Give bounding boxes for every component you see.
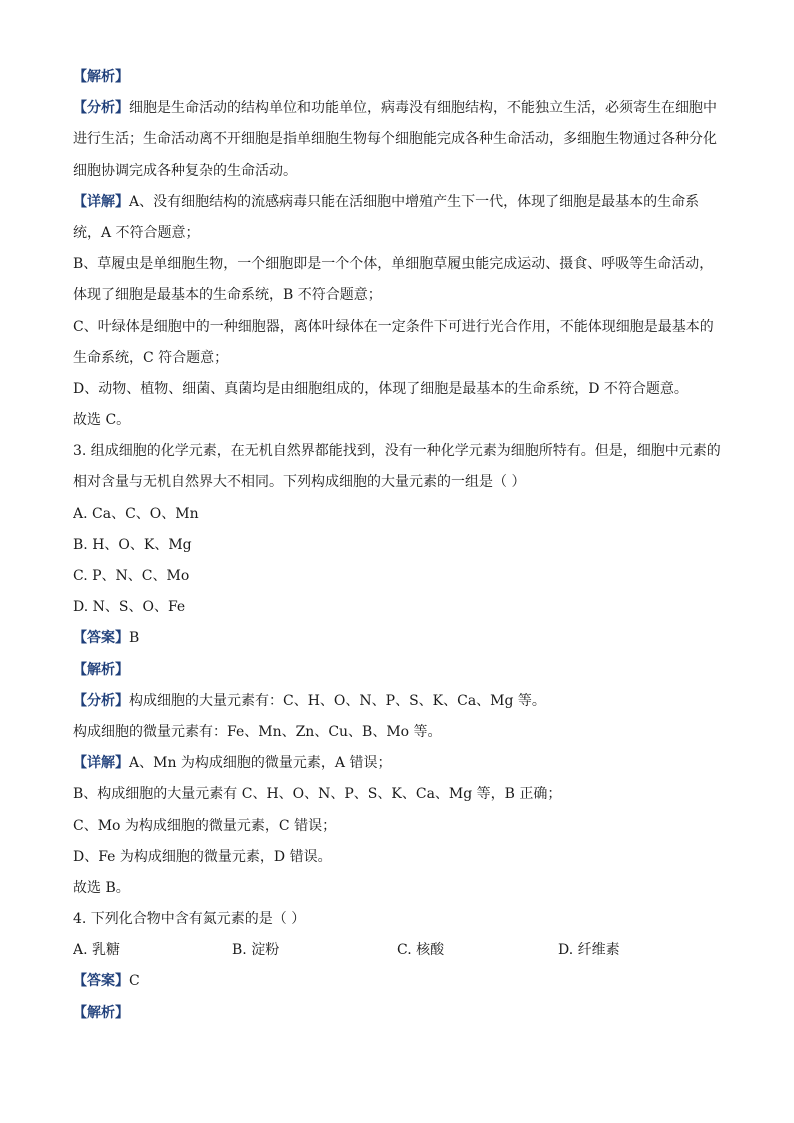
answer-value: B [129,630,140,647]
detail-line: 体现了细胞是最基本的生命系统，B 不符合题意； [73,287,382,304]
answer-line [73,966,723,997]
option-b: B. 淀粉 [232,942,280,959]
analysis-heading: 【解析】 [73,1004,129,1021]
conclusion-line: 故选 B。 [73,879,130,896]
question-stem: 3. 组成细胞的化学元素，在无机自然界都能找到，没有一种化学元素为细胞所特有。但是，细胞中元素的 [73,443,721,460]
detail-line: 统，A 不符合题意； [73,224,200,241]
detail-line: D、动物、植物、细菌、真菌均是由细胞组成的，体现了细胞是最基本的生命系统，D 不符合题意。 [73,380,688,397]
fenxi-tag: 【分析】 [73,692,129,709]
analysis-line: 进行生活；生命活动离不开细胞是指单细胞生物每个细胞能完成各种生命活动，多细胞生物通过各种分化 [73,131,717,148]
option-a: A. Ca、C、O、Mn [73,505,199,522]
analysis-text: 构成细胞的大量元素有：C、H、O、N、P、S、K、Ca、Mg 等。 [129,692,546,709]
answer-tag: 【答案】 [73,973,129,990]
detail-text: A、Mn 为构成细胞的微量元素，A 错误； [129,755,392,772]
detail-line [73,748,723,779]
answer-value: C [129,973,140,990]
analysis-line: 细胞协调完成各种复杂的生命活动。 [73,162,297,179]
analysis-line [73,686,723,717]
analysis-heading: 【解析】 [73,661,129,678]
analysis-heading: 【解析】 [73,69,129,85]
options-row [73,935,723,966]
exam-page [73,62,723,1029]
detail-line: C、Mo 为构成细胞的微量元素，C 错误； [73,817,337,834]
detail-line: D、Fe 为构成细胞的微量元素，D 错误。 [73,848,332,865]
xiangjie-tag: 【详解】 [73,755,129,772]
detail-text: A、没有细胞结构的流感病毒只能在活细胞中增殖产生下一代，体现了细胞是最基本的生命系 [129,193,700,210]
option-c: C. 核酸 [397,942,445,959]
option-c: C. P、N、C、Mo [73,568,190,584]
answer-tag: 【答案】 [73,630,129,647]
conclusion-line: 故选 C。 [73,412,131,429]
answer-line [73,623,723,654]
analysis-line: 构成细胞的微量元素有：Fe、Mn、Zn、Cu、B、Mo 等。 [73,723,442,740]
option-a: A. 乳糖 [73,942,121,959]
question-stem: 4. 下列化合物中含有氮元素的是（ ） [73,911,306,928]
question-stem: 相对含量与无机自然界大不相同。下列构成细胞的大量元素的一组是（ ） [73,474,526,491]
fenxi-tag: 【分析】 [73,100,129,117]
option-d: D. 纤维素 [558,942,620,959]
detail-line: 生命系统，C 符合题意； [73,349,229,366]
detail-line [73,187,723,218]
analysis-line [73,93,723,124]
option-b: B. H、O、K、Mg [73,536,192,553]
detail-line: C、叶绿体是细胞中的一种细胞器，离体叶绿体在一定条件下可进行光合作用，不能体现细胞是最基本的 [73,318,714,335]
analysis-text: 细胞是生命活动的结构单位和功能单位，病毒没有细胞结构，不能独立生活，必须寄生在细胞中 [129,100,717,117]
option-d: D. N、S、O、Fe [73,599,186,616]
detail-line: B、构成细胞的大量元素有 C、H、O、N、P、S、K、Ca、Mg 等，B 正确； [73,786,562,803]
detail-line: B、草履虫是单细胞生物，一个细胞即是一个个体，单细胞草履虫能完成运动、摄食、呼吸等生命活动， [73,256,714,273]
xiangjie-tag: 【详解】 [73,193,129,210]
